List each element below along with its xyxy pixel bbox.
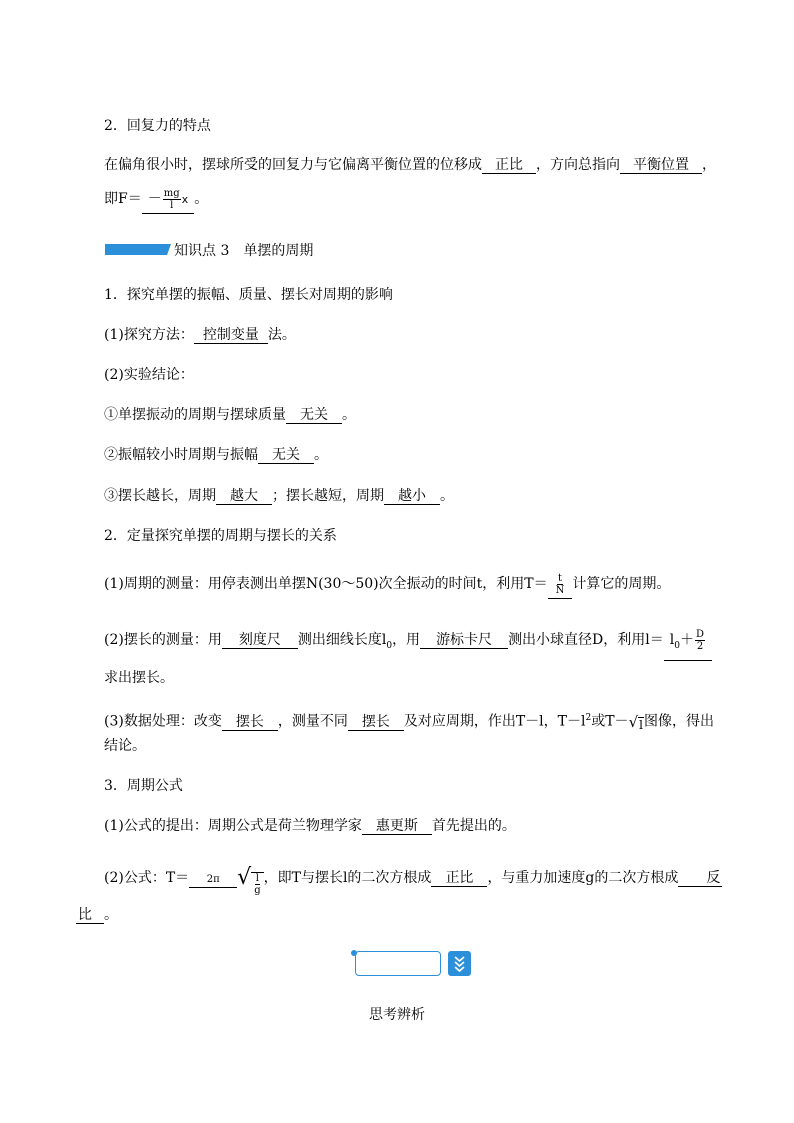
text: (2)公式：T＝ [104, 870, 190, 886]
fraction [695, 629, 705, 652]
text: 即F＝ [104, 191, 142, 207]
superscript: 2 [585, 713, 592, 723]
blank-answer: 越大 [216, 488, 272, 505]
blank-answer [142, 186, 195, 214]
blank-answer: 越小 [384, 488, 440, 505]
numerator: l [255, 873, 259, 884]
text: 测出小球直径D，利用l＝ [508, 632, 664, 648]
measure-length-cont: 求出摆长。 [104, 670, 174, 686]
text: (1)公式的提出：周期公式是荷兰物理学家 [104, 818, 362, 834]
text: (3)数据处理：改变 [104, 713, 222, 730]
subscript: 0 [674, 640, 680, 651]
think-title: 思考辨析 [369, 1007, 425, 1023]
text: 。 [342, 407, 356, 423]
text: ，用 [392, 632, 421, 648]
blank-answer [664, 626, 712, 661]
text: 测出细线长度l [297, 632, 387, 648]
formula-restoring-force [104, 186, 208, 214]
conclusion-heading: (2)实验结论： [104, 367, 194, 383]
fraction [163, 188, 181, 211]
numerator: D [695, 628, 705, 640]
text: (2)摆长的测量：用 [104, 632, 222, 648]
blank-answer: 平衡位置 [620, 157, 702, 174]
text: 计算它的周期。 [572, 576, 671, 592]
text: ，即T与摆长l的二次方根成 [263, 870, 432, 886]
text: ③摆长越长，周期 [104, 488, 216, 504]
text: 法。 [267, 327, 296, 343]
text: 。 [440, 488, 454, 504]
text: 图像，得出 [643, 713, 714, 730]
variable-l: l [669, 632, 675, 648]
text: 。 [194, 191, 209, 207]
knowledge-point-marker [105, 244, 171, 255]
think-label-box [355, 951, 441, 976]
formula-line [104, 858, 722, 898]
paragraph-restoring-force [104, 155, 716, 175]
subscript: 0 [386, 640, 393, 651]
text: ，测量不同 [277, 713, 348, 730]
text: 首先提出的。 [431, 818, 516, 834]
blank-answer: 无关 [286, 407, 342, 424]
radical-sign: √ [237, 865, 252, 890]
text: ， [702, 157, 716, 173]
blank-answer: 控制变量 [194, 327, 268, 344]
conclusion-2 [104, 445, 328, 465]
formula-line-cont [76, 905, 118, 925]
conclusion-3 [104, 486, 454, 506]
fraction [253, 873, 261, 896]
data-processing-cont: 结论。 [104, 738, 146, 754]
denominator: N [555, 584, 565, 596]
blank-answer: 无关 [258, 447, 314, 464]
text: 。 [314, 447, 328, 463]
fraction [555, 573, 566, 596]
blank-answer: 摆长 [348, 714, 404, 731]
text: (1)探究方法： [104, 327, 194, 343]
text: ，方向总指向 [536, 157, 620, 173]
measure-period [104, 570, 670, 599]
section-heading-quantitative: 2．定量探究单摆的周期与摆长的关系 [104, 528, 337, 544]
sqrt-expression [629, 712, 644, 732]
denominator: 2 [696, 640, 704, 652]
denominator: l [170, 199, 174, 211]
blank-answer [548, 570, 573, 599]
text: 在偏角很小时，摆球所受的回复力与它偏离平衡位置的位移成 [104, 157, 482, 173]
plus-sign: ＋ [679, 632, 694, 648]
variable-x: x [181, 193, 189, 206]
measure-length [104, 626, 712, 661]
double-chevron-down-icon [448, 951, 471, 976]
text: 。 [104, 907, 118, 923]
think-label-dot [351, 950, 357, 956]
text: ①单摆振动的周期与摆球质量 [104, 407, 286, 423]
numerator: mg [163, 187, 180, 199]
radicand: l [639, 717, 643, 732]
blank-answer: 游标卡尺 [420, 632, 508, 649]
text: 及对应周期，作出T－l，T－l [403, 713, 586, 730]
text: (1)周期的测量：用停表测出单摆N(30～50)次全振动的时间t，利用T＝ [104, 576, 548, 592]
text: ，与重力加速度g的二次方根成 [487, 870, 679, 886]
blank-answer: 2π [189, 873, 237, 888]
radical-sign: √ [628, 712, 639, 731]
blank-answer: 摆长 [222, 714, 278, 731]
blank-answer: 刻度尺 [222, 632, 298, 649]
conclusion-1 [104, 405, 356, 425]
section-heading-explore: 1．探究单摆的振幅、质量、摆长对周期的影响 [104, 287, 393, 303]
sqrt-expression [237, 860, 263, 896]
formula-origin [104, 816, 516, 836]
numerator: t [557, 572, 562, 584]
line-method [104, 325, 296, 345]
knowledge-point-title: 知识点 3 单摆的周期 [174, 243, 314, 259]
text: 或T－ [591, 713, 629, 730]
blank-answer: 比 [76, 907, 104, 924]
data-processing [104, 708, 714, 732]
text: ②振幅较小时周期与振幅 [104, 447, 258, 463]
denominator: g [254, 885, 261, 896]
section-heading-restoring-force: 2．回复力的特点 [104, 118, 211, 134]
minus-sign: － [147, 191, 162, 207]
blank-answer: 惠更斯 [362, 818, 432, 835]
blank-answer: 反 [678, 870, 722, 887]
blank-answer: 正比 [431, 870, 487, 887]
section-heading-formula: 3．周期公式 [104, 778, 183, 794]
text: ；摆长越短，周期 [272, 488, 384, 504]
double-chevron-down-icon[interactable] [448, 951, 471, 976]
radicand [251, 872, 263, 896]
blank-answer: 正比 [482, 157, 536, 174]
